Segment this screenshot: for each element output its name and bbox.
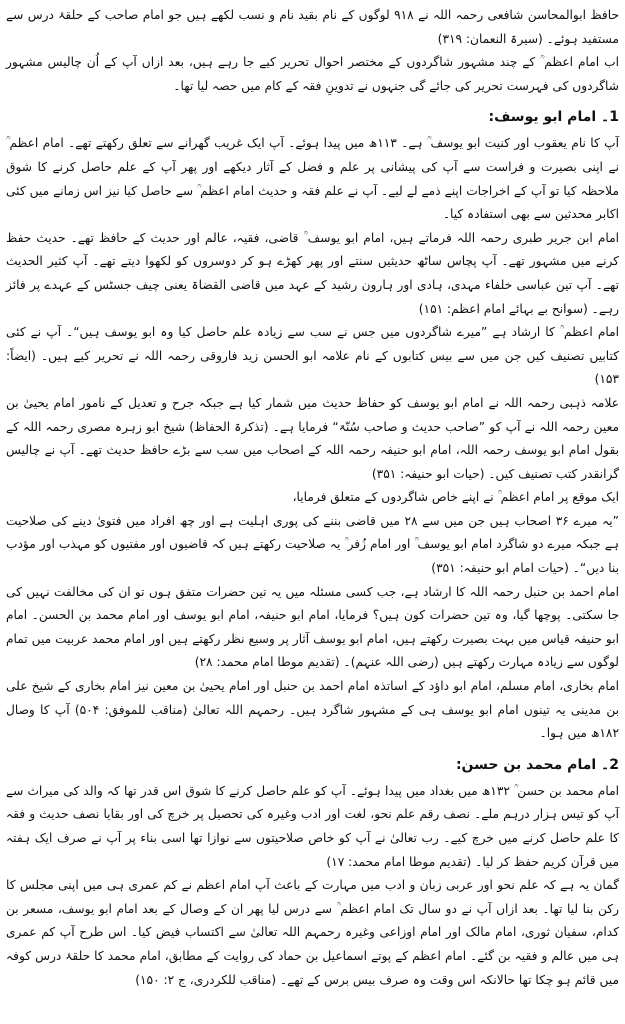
section-heading-muhammad-bin-hasan [6,752,619,778]
quote-paragraph: ”یہ میرے ۳۶ اصحاب ہیں جن میں سے ۲۸ میں قاضی بننے کی پوری اہلیت ہے اور چھ افراد میں فتویٰ دینے کی صلاحیت ہے جبکہ میرے دو شاگرد امام ابو یوسف ؒ اور امام زُفر ؒ یہ صلاحیت رکھتے ہیں کہ قاضیوں اور مفتیوں کو مہذب اور مؤدب بنا دیں“۔ (حیات امام ابو حنیفہ: ۳۵۱) [6,513,619,576]
intro-paragraph-1: حافظ ابوالمحاسن شافعی رحمہ اللہ نے ۹۱۸ لوگوں کے نام بقید نام و نسب لکھے ہیں جو امام صاحب کے حلقۂ درس سے مستفید ہوئے۔ (سیرۃ النعمان: ۳۱۹) [6,8,620,46]
paragraph: امام اعظم ؒ کا ارشاد ہے ”میرے شاگردوں میں جس نے سب سے زیادہ علم حاصل کیا وہ ابو یوسف ہیں“۔ آپ نے کئی کتابیں تصنیف کیں جن میں سے بیس کتابوں کے نام علامہ ابو الحسن زید فاروقی رحمہ اللہ نے تحریر کیے ہیں۔ (ایضاً: ۱۵۳) [6,325,619,387]
section-number: 1۔ [601,109,619,126]
section-title: امام ابو یوسف: [488,109,597,126]
paragraph: امام ابن جریر طبری رحمہ اللہ فرماتے ہیں، امام ابو یوسف ؒ قاضی، فقیہ، عالم اور حدیث کے حافظ تھے۔ حدیث حفظ کرنے میں مشہور تھے۔ آپ پچاس ساٹھ حدیثیں سنتے اور پھر کھڑے ہو کر دوسروں کو لکھوا دیتے تھے۔ آپ کثیر الحدیث تھے۔ آپ تین عباسی خلفاء مہدی، ہادی اور ہارون رشید کے عہد میں قاضی القضاۃ یعنی چیف جسٹس کے عہدے پر فائز رہے۔ (سوانح بے بہائے امام اعظم: ۱۵۱) [6,230,619,316]
section-heading-abu-yusuf [6,104,619,130]
paragraph: علامہ ذہبی رحمہ اللہ نے امام ابو یوسف کو حفاظ حدیث میں شمار کیا ہے جبکہ جرح و تعدیل کے نامور امام یحییٰ بن معین رحمہ اللہ نے آپ کو ”صاحب حدیث و صاحب سُنّۃ“ فرمایا ہے۔ (تذکرۃ الحفاظ) شیخ ابو زہرہ مصری رحمہ اللہ کے بقول امام ابو یوسف رحمہ اللہ، امام ابو حنیفہ رحمہ اللہ کے اصحاب میں سب سے بڑے حافظ حدیث تھے۔ آپ نے چالیس گرانقدر کتب تصنیف کیں۔ (حیات ابو حنیفہ: ۳۵۱) [6,395,619,481]
section-number: 2۔ [601,756,619,773]
paragraph: امام بخاری، امام مسلم، امام ابو داؤد کے اساتذہ امام احمد بن حنبل اور امام یحییٰ بن معین نیز امام بخاری کے شیخ علی بن مدینی یہ تینوں امام ابو یوسف ہی کے مشہور شاگرد ہیں۔ رحمہم اللہ تعالیٰ (مناقب للموفق: ۵۰۴) آپ کا وصال ۱۸۲ھ میں ہوا۔ [6,679,619,741]
paragraph: ایک موقع پر امام اعظم ؒ نے اپنے خاص شاگردوں کے متعلق فرمایا، [292,490,619,505]
document-page [6,4,619,1020]
paragraph: امام محمد بن حسن ؒ ۱۳۲ھ میں بغداد میں پیدا ہوئے۔ آپ کو علم حاصل کرنے کا شوق اس قدر تھا کہ والد کی میراث سے آپ کو تیس ہزار درہم ملے۔ نصف رقم علم نحو، لغت اور ادب وغیرہ کی تحصیل پر خرچ کی اور بقایا نصف حدیث و فقہ کا علم حاصل کرنے میں خرچ کیے۔ رب تعالیٰ نے آپ کو خاص صلاحیتوں سے نوازا تھا اسی بناء پر آپ نے صرف ایک ہفتہ میں قرآن کریم حفظ کر لیا۔ (تقدیم موطا امام محمد: ۱۷) [6,783,619,869]
paragraph: امام احمد بن حنبل رحمہ اللہ کا ارشاد ہے، جب کسی مسئلہ میں یہ تین حضرات متفق ہوں تو ان کی مخالفت نہیں کی جا سکتی۔ پوچھا گیا، وہ تین حضرات کون ہیں؟ فرمایا، امام ابو حنیفہ، امام ابو یوسف اور امام محمد بن الحسن۔ امام ابو حنیفہ قیاس میں بہت بصیرت رکھتے ہیں، امام ابو یوسف آثار پر وسیع نظر رکھتے ہیں اور امام محمد عربیت میں تمام لوگوں سے زیادہ مہارت رکھتے ہیں (رضی اللہ عنہم)۔ (تقدیم موطا امام محمد: ۲۸) [6,584,619,670]
intro-paragraph-2: اب امام اعظم ؒ کے چند مشہور شاگردوں کے مختصر احوال تحریر کیے جا رہے ہیں، بعد ازاں آپ کے اُن چالیس مشہور شاگردوں کی فہرست تحریر کی جائے گی جنہوں نے تدوینِ فقہ کے کام میں حصہ لیا تھا۔ [6,55,619,93]
paragraph: گمان یہ ہے کہ علم نحو اور عربی زبان و ادب میں مہارت کے باعث آپ امام اعظم نے کم عمری ہی میں اپنی مجلس کا رکن بنا لیا تھا۔ بعد ازاں آپ نے دو سال تک امام اعظم ؒ سے درس لیا پھر ان کے وصال کے بعد امام ابو یوسف، مسعر بن کدام، سفیان ثوری، امام مالک اور امام اوزاعی وغیرہ رحمہم اللہ تعالیٰ سے اکتساب فیض کیا۔ اس طرح آپ کم عمری ہی میں عالم و فقیہ بن گئے۔ امام اعظم کے پوتے اسماعیل بن حماد کی روایت کے مطابق، امام محمد کا حلقۂ درس کوفہ میں قائم ہو چکا تھا حالانکہ اس وقت وہ صرف بیس برس کے تھے۔ (مناقب للکردری، ج ۲: ۱۵۰) [6,878,619,987]
section-title: امام محمد بن حسن: [455,756,597,773]
paragraph: آپ کا نام یعقوب اور کنیت ابو یوسف ؒ ہے۔ ۱۱۳ھ میں پیدا ہوئے۔ آپ ایک غریب گھرانے سے تعلق رکھتے تھے۔ امام اعظم ؒ نے اپنی بصیرت و فراست سے آپ کی پیشانی پر علم و فضل کے آثار دیکھے اور پھر آپ کے علم حاصل کرنے کا شوق ملاحظہ کیا تو آپ کے اخراجات اپنے ذمے لے لیے۔ آپ نے علم فقہ و حدیث امام اعظم ؒ سے حاصل کیا نیز اس زمانے میں کئی اکابر محدثین سے بھی استفادہ کیا۔ [6,136,619,222]
